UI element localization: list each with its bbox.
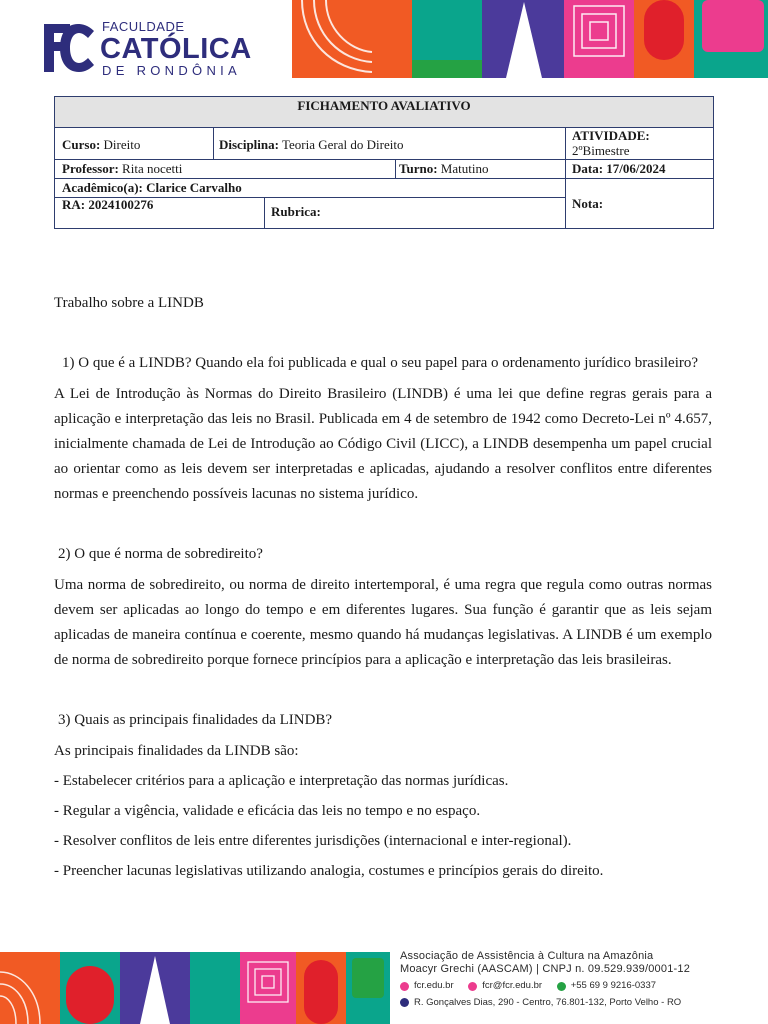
document-body: [54, 291, 712, 889]
academico-label: Acadêmico(a): Clarice Carvalho: [62, 180, 242, 195]
professor-value: Rita nocetti: [122, 161, 183, 176]
location-pin-icon: [400, 998, 409, 1007]
address-text: R. Gonçalves Dias, 290 - Centro, 76.801-132, Porto Velho - RO: [414, 996, 682, 1008]
whatsapp-icon: [557, 982, 566, 991]
disciplina-label: Disciplina:: [219, 137, 279, 152]
list-item: - Estabelecer critérios para a aplicação e interpretação das normas jurídicas.: [54, 773, 509, 789]
curso-field: [62, 137, 140, 153]
globe-icon: [400, 982, 409, 991]
ra-label: RA: 2024100276: [62, 197, 154, 212]
address-item: [400, 996, 681, 1010]
college-logo: [42, 20, 272, 76]
website-text: fcr.edu.br: [414, 980, 454, 991]
footer-institution-info: [400, 950, 710, 1012]
email-link[interactable]: [468, 979, 542, 993]
logo-faculdade: FACULDADE: [102, 19, 185, 34]
list-item: - Resolver conflitos de leis entre diferentes jurisdições (internacional e inter-regional).: [54, 833, 572, 849]
fc-monogram-icon: [42, 22, 96, 74]
atividade-label: ATIVIDADE:: [572, 128, 650, 143]
professor-label: Professor:: [62, 161, 119, 176]
answer-3: [54, 739, 712, 884]
disciplina-value: Teoria Geral do Direito: [281, 137, 404, 152]
answer-3-intro: As principais finalidades da LINDB são:: [54, 743, 299, 759]
address-row: [400, 996, 710, 1013]
turno-value: Matutino: [440, 161, 489, 176]
list-item: - Preencher lacunas legislativas utilizando analogia, costumes e princípios gerais do direito.: [54, 863, 604, 879]
website-link[interactable]: [400, 979, 454, 993]
logo-catolica: CATÓLICA: [100, 33, 252, 65]
question-2: 2) O que é norma de sobredireito?: [58, 546, 263, 562]
logo-rondonia: DE RONDÔNIA: [102, 63, 242, 78]
disciplina-field: [219, 137, 403, 153]
intro-line: Trabalho sobre a LINDB: [54, 295, 204, 311]
phone-text: +55 69 9 9216-0337: [570, 980, 657, 991]
evaluation-header-table: [54, 96, 714, 229]
association-line-1: Associação de Assistência à Cultura na Amazônia: [400, 950, 654, 962]
rubrica-field: [271, 204, 321, 220]
atividade-value: 2ºBimestre: [572, 143, 630, 158]
email-text: fcr@fcr.edu.br: [482, 980, 543, 991]
question-3: 3) Quais as principais finalidades da LINDB?: [58, 712, 333, 728]
professor-field: [62, 161, 182, 177]
academico-field: [62, 180, 242, 196]
phone-link[interactable]: [557, 979, 656, 993]
curso-value: Direito: [103, 137, 141, 152]
list-item: - Regular a vigência, validade e eficácia das leis no tempo e no espaço.: [54, 803, 481, 819]
logo-wordmark: [100, 20, 252, 77]
nota-field: [572, 196, 603, 212]
atividade-field: [572, 128, 650, 158]
curso-label: Curso:: [62, 137, 101, 152]
turno-field: [399, 161, 488, 177]
mail-icon: [468, 982, 477, 991]
answer-2: Uma norma de sobredireito, ou norma de direito intertemporal, é uma regra que regula como outras normas devem ser aplicadas ao longo do tempo e em diferentes lugares. Sua função é garantir que as leis sejam aplicadas de maneira contínua e coerente, mesmo quando há mudanças legislativas. A LINDB é um exemplo de norma de sobredireito porque fornece princípios para a aplicação e interpretação das leis brasileiras.: [54, 577, 712, 668]
contact-row: [400, 979, 710, 996]
rubrica-label: Rubrica:: [271, 204, 321, 219]
nota-label: Nota:: [572, 196, 604, 211]
ra-field: [62, 197, 153, 213]
header-decorative-pattern: [292, 0, 768, 78]
answer-1: A Lei de Introdução às Normas do Direito Brasileiro (LINDB) é uma lei que define regras gerais para a aplicação e interpretação das leis no Brasil. Publicada em 4 de setembro de 1942 como Decreto-Lei nº 4.657, inicialmente chamada de Lei de Introdução ao Código Civil (LICC), a LINDB desempenha um papel crucial ao orientar como as leis devem ser interpretadas e aplicadas, ajudando a resolver conflitos entre diferentes normas e preenchendo possíveis lacunas no sistema jurídico.: [54, 386, 712, 502]
question-1: 1) O que é a LINDB? Quando ela foi publicada e qual o seu papel para o ordenamento jurídico brasileiro?: [62, 355, 699, 371]
data-label: Data: 17/06/2024: [572, 161, 666, 176]
association-name: [400, 950, 710, 976]
table-title: FICHAMENTO AVALIATIVO: [55, 97, 713, 128]
data-field: [572, 161, 666, 177]
turno-label: Turno:: [399, 161, 438, 176]
footer-decorative-pattern: [0, 952, 390, 1024]
association-line-2: Moacyr Grechi (AASCAM) | CNPJ n. 09.529.939/0001-12: [400, 963, 691, 975]
